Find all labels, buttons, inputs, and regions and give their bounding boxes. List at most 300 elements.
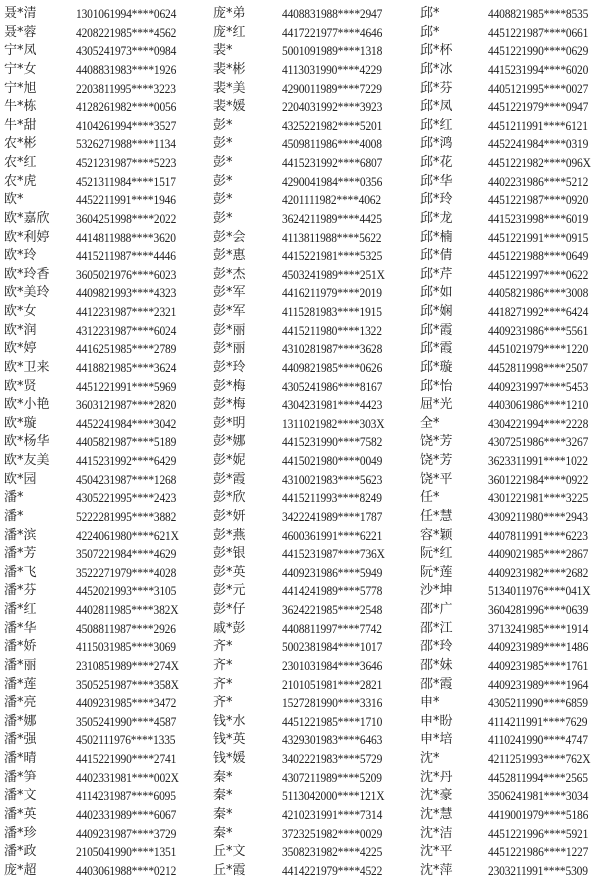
- table-row: [0, 135, 609, 154]
- person-name: 宁*凤: [4, 43, 37, 59]
- person-name: 戚*彭: [213, 620, 246, 636]
- id-number: 4305241986****8167: [282, 379, 383, 394]
- person-name: 邱*花: [420, 155, 453, 170]
- id-number: 4310281987****3628: [282, 342, 383, 357]
- person-name: 秦*: [213, 806, 233, 822]
- id-number: 4409821993****4323: [76, 286, 177, 301]
- table-row: [0, 564, 609, 583]
- id-number: 4412231987****2321: [76, 305, 177, 319]
- person-name: 潘*娜: [4, 713, 37, 729]
- id-number: 3506241981****3034: [488, 789, 589, 804]
- person-name: 齐*: [213, 639, 233, 655]
- table-row: [0, 284, 609, 303]
- id-number: 4521231987****5223: [76, 156, 177, 170]
- id-number: 4114231987****6095: [76, 789, 176, 804]
- id-number: 4402331981****002X: [76, 770, 179, 785]
- id-number: 4415211987****4446: [76, 249, 176, 264]
- id-number: 4211251993****762X: [488, 752, 591, 766]
- id-number: 4104261994****3527: [76, 118, 177, 133]
- person-name: 邱*冰: [420, 61, 453, 77]
- id-number: 2101051981****2821: [282, 677, 383, 692]
- id-number: 4301221981****3225: [488, 491, 589, 506]
- id-number: 4451221988****0649: [488, 249, 589, 264]
- table-row: [0, 694, 609, 713]
- person-name: 饶*芳: [420, 434, 453, 450]
- id-number: 4310021983****5623: [282, 472, 383, 487]
- id-number: 4309211980****2943: [488, 509, 588, 524]
- person-name: 沈*丹: [420, 769, 453, 785]
- person-name: 潘*红: [4, 602, 37, 617]
- id-number: 4409231997****5453: [488, 379, 589, 394]
- id-number: 3713241985****1914: [488, 621, 589, 636]
- person-name: 屈*光: [420, 397, 453, 413]
- id-number: 4451021979****1220: [488, 342, 589, 357]
- id-number: 3603121987****2820: [76, 398, 177, 413]
- id-number: 4452021993****3105: [76, 584, 177, 599]
- person-name: 宁*旭: [4, 80, 37, 96]
- id-number: 4416251985****2789: [76, 342, 177, 357]
- id-number: 4290011989****7229: [282, 81, 382, 96]
- person-name: 彭*娜: [213, 434, 246, 450]
- table-row: [0, 843, 609, 862]
- person-name: 邱*: [420, 24, 440, 40]
- person-name: 潘*芳: [4, 546, 37, 562]
- id-number: 4415231998****6019: [488, 211, 589, 226]
- id-number: 4408831983****1926: [76, 62, 177, 77]
- id-number: 4110241990****4747: [488, 733, 588, 748]
- id-number: 4452811998****2507: [488, 360, 588, 375]
- id-number: 4115281983****1915: [282, 305, 382, 319]
- person-name: 彭*丽: [213, 322, 246, 338]
- id-number: 4304231981****4423: [282, 398, 383, 413]
- table-row: [0, 731, 609, 750]
- person-name: 钱*媛: [213, 751, 246, 766]
- person-name: 欧*友美: [4, 453, 50, 468]
- table-row: [0, 638, 609, 657]
- person-name: 欧*利婷: [4, 229, 50, 245]
- person-name: 彭*元: [213, 583, 246, 599]
- id-number: 4451221986****1227: [488, 845, 589, 860]
- table-row: [0, 98, 609, 117]
- table-row: [0, 676, 609, 695]
- id-number: 4305221995****2423: [76, 491, 177, 506]
- id-number: 3522271979****4028: [76, 565, 177, 580]
- person-name: 潘*莲: [4, 676, 37, 692]
- person-name: 潘*笋: [4, 769, 37, 785]
- id-number: 4325221982****5201: [282, 118, 383, 133]
- table-row: [0, 452, 609, 471]
- person-name: 彭*会: [213, 229, 246, 245]
- table-row: [0, 433, 609, 452]
- person-name: 阮*红: [420, 546, 453, 562]
- person-name: 彭*: [213, 136, 233, 152]
- table-row: [0, 508, 609, 527]
- person-name: 欧*园: [4, 471, 37, 487]
- id-number: 4600361991****6221: [282, 528, 383, 543]
- person-name: 彭*梅: [213, 397, 246, 413]
- id-number: 4408821985****8535: [488, 7, 589, 21]
- person-name: 彭*: [213, 210, 233, 226]
- person-name: 庞*超: [4, 862, 37, 878]
- person-name: 彭*: [213, 192, 233, 208]
- id-number: 4409231989****1486: [488, 640, 589, 655]
- id-number: 4307251986****3267: [488, 435, 589, 450]
- id-number: 4503241989****251X: [282, 267, 385, 282]
- table-row: [0, 229, 609, 248]
- id-number: 4415231992****6807: [282, 156, 383, 170]
- id-number: 4402231986****5212: [488, 174, 589, 189]
- id-number: 4414221979****4522: [282, 863, 383, 878]
- table-row: [0, 545, 609, 564]
- person-name: 聂*清: [4, 6, 37, 21]
- person-name: 任*慧: [420, 508, 453, 524]
- id-number: 3623311991****1022: [488, 454, 588, 468]
- person-name: 欧*婷: [4, 341, 37, 357]
- id-number: 5113042000****121X: [282, 789, 385, 804]
- person-name: 彭*: [213, 155, 233, 170]
- table-row: [0, 620, 609, 639]
- person-name: 农*红: [4, 155, 37, 170]
- id-number: 4419001979****5186: [488, 807, 589, 822]
- table-row: [0, 601, 609, 620]
- id-number: 4521311984****1517: [76, 174, 176, 189]
- person-name: 欧*杨华: [4, 434, 50, 450]
- id-number: 3505251987****358X: [76, 677, 179, 692]
- person-name: 彭*惠: [213, 248, 246, 264]
- person-name: 潘*芬: [4, 583, 37, 599]
- id-number: 4402811985****382X: [76, 603, 179, 617]
- person-name: 邱*怡: [420, 378, 453, 394]
- id-number: 2310851989****274X: [76, 658, 179, 673]
- id-number: 4113031990****4229: [282, 62, 382, 77]
- person-name: 钱*英: [213, 732, 246, 748]
- person-name: 潘*: [4, 508, 24, 524]
- person-name: 聂*蓉: [4, 24, 37, 40]
- table-row: [0, 173, 609, 192]
- table-row: [0, 80, 609, 99]
- table-row: [0, 5, 609, 24]
- person-name: 申*盼: [420, 713, 453, 729]
- id-number: 4502111976****1335: [76, 733, 176, 748]
- person-name: 邱*鸿: [420, 136, 453, 152]
- person-name: 钱*水: [213, 713, 246, 729]
- id-number: 4114211991****7629: [488, 714, 588, 729]
- person-name: 全*: [420, 415, 440, 431]
- table-row: [0, 713, 609, 732]
- id-number: 4329301983****6463: [282, 733, 383, 748]
- table-row: [0, 154, 609, 173]
- person-name: 沈*豪: [420, 788, 453, 804]
- id-number: 4415231994****6020: [488, 62, 589, 77]
- id-number: 4418271992****6424: [488, 305, 589, 319]
- id-number: 4312231987****6024: [76, 323, 177, 338]
- person-name: 齐*: [213, 676, 233, 692]
- table-row: [0, 24, 609, 43]
- person-name: 裴*: [213, 43, 233, 59]
- id-number: 4451221979****0947: [488, 100, 589, 115]
- id-number: 4415231990****7582: [282, 435, 383, 450]
- person-name: 沙*坤: [420, 583, 453, 599]
- person-name: 邱*霞: [420, 341, 453, 357]
- id-number: 4415211993****8249: [282, 491, 382, 506]
- person-name: 邱*楠: [420, 229, 453, 245]
- person-name: 沈*萍: [420, 862, 453, 878]
- id-number: 2303211991****5309: [488, 863, 588, 878]
- person-name: 邵*妹: [420, 657, 453, 673]
- id-number: 3601221984****0922: [488, 472, 589, 487]
- id-number: 4402331989****6067: [76, 807, 177, 822]
- id-number: 4290041984****0356: [282, 174, 383, 189]
- id-number: 4418821985****3624: [76, 360, 177, 375]
- id-number: 1301061994****0624: [76, 7, 177, 21]
- person-name: 彭*银: [213, 546, 246, 562]
- person-name: 邱*玲: [420, 192, 453, 208]
- table-row: [0, 61, 609, 80]
- id-number: 4307211989****5209: [282, 770, 382, 785]
- table-row: [0, 787, 609, 806]
- table-row: [0, 769, 609, 788]
- person-name: 彭*军: [213, 304, 246, 319]
- person-name: 邵*广: [420, 602, 453, 617]
- id-number: 4409231982****2682: [488, 565, 589, 580]
- id-number: 4403061986****1210: [488, 398, 589, 413]
- id-number: 4509811986****4008: [282, 137, 382, 152]
- person-name: 邱*璇: [420, 359, 453, 375]
- person-name: 潘*飞: [4, 564, 37, 580]
- person-name: 申*培: [420, 732, 453, 748]
- person-name: 裴*美: [213, 80, 246, 96]
- person-name: 彭*杰: [213, 266, 246, 282]
- table-row: [0, 247, 609, 266]
- person-name: 邱*杯: [420, 43, 453, 59]
- person-name: 彭*梅: [213, 378, 246, 394]
- id-number: 4452811994****2565: [488, 770, 588, 785]
- table-row: [0, 266, 609, 285]
- person-name: 邱*: [420, 6, 440, 21]
- person-name: 牛*甜: [4, 117, 37, 133]
- person-name: 秦*: [213, 825, 233, 841]
- table-row: [0, 415, 609, 434]
- table-row: [0, 191, 609, 210]
- id-number: 4409821985****0626: [282, 360, 383, 375]
- person-name: 邱*龙: [420, 210, 453, 226]
- person-name: 彭*霞: [213, 471, 246, 487]
- person-name: 欧*小艳: [4, 397, 50, 413]
- id-number: 3508231982****4225: [282, 845, 383, 860]
- id-number: 4409021985****2867: [488, 547, 589, 562]
- table-row: [0, 825, 609, 844]
- person-name: 沈*洁: [420, 825, 453, 841]
- person-name: 丘*文: [213, 844, 246, 860]
- table-row: [0, 582, 609, 601]
- id-number: 4452241984****0319: [488, 137, 589, 152]
- person-name: 彭*欣: [213, 490, 246, 506]
- table-row: [0, 862, 609, 881]
- person-name: 潘*亮: [4, 695, 37, 711]
- person-name: 潘*华: [4, 620, 37, 636]
- id-number: 4409231986****5949: [282, 565, 383, 580]
- id-number: 4210231991****7314: [282, 807, 383, 822]
- id-number: 4415231987****736X: [282, 547, 385, 562]
- id-number: 4408831988****2947: [282, 7, 383, 21]
- person-name: 邵*江: [420, 620, 453, 636]
- person-name: 邱*倩: [420, 248, 453, 264]
- person-name: 欧*润: [4, 322, 37, 338]
- id-number: 5222281995****3882: [76, 509, 177, 524]
- person-name: 欧*贤: [4, 378, 37, 394]
- person-name: 邱*凤: [420, 99, 453, 115]
- id-number: 1527281990****3316: [282, 696, 383, 711]
- id-number: 5002381984****1017: [282, 640, 383, 655]
- id-number: 4415021980****0049: [282, 454, 383, 468]
- id-number: 4451221990****0629: [488, 44, 589, 59]
- id-number: 4451221997****0622: [488, 267, 589, 282]
- id-number: 3624211989****4425: [282, 211, 382, 226]
- person-name: 彭*: [213, 117, 233, 133]
- id-number: 4508811987****2926: [76, 621, 176, 636]
- person-name: 裴*媛: [213, 99, 246, 115]
- id-number: 4504231987****1268: [76, 472, 177, 487]
- id-number: 4451221996****5921: [488, 826, 589, 841]
- id-number: 4403061988****0212: [76, 863, 177, 878]
- id-number: 4305211990****6859: [488, 696, 588, 711]
- person-name: 阮*莲: [420, 564, 453, 580]
- table-row: [0, 396, 609, 415]
- id-number: 4408811997****7742: [282, 621, 382, 636]
- id-number: 4405121995****0027: [488, 81, 589, 96]
- person-name: 欧*嘉欣: [4, 210, 50, 226]
- person-name: 欧*玲: [4, 248, 37, 264]
- id-number: 4409231986****5561: [488, 323, 589, 338]
- person-name: 欧*女: [4, 304, 37, 319]
- person-name: 潘*珍: [4, 825, 37, 841]
- table-row: [0, 117, 609, 136]
- person-name: 邵*霞: [420, 676, 453, 692]
- table-row: [0, 303, 609, 322]
- person-name: 沈*平: [420, 844, 453, 860]
- person-name: 彭*军: [213, 285, 246, 301]
- person-name: 彭*丽: [213, 341, 246, 357]
- person-name: 彭*妍: [213, 508, 246, 524]
- table-row: [0, 489, 609, 508]
- person-name: 彭*仔: [213, 602, 246, 617]
- table-row: [0, 378, 609, 397]
- id-number: 4407811991****6223: [488, 528, 588, 543]
- person-name: 庞*弟: [213, 6, 246, 21]
- person-name: 彭*: [213, 173, 233, 189]
- id-number: 4451221991****5969: [76, 379, 177, 394]
- person-name: 邱*华: [420, 173, 453, 189]
- id-number: 4452211991****1946: [76, 193, 176, 208]
- person-name: 饶*芳: [420, 453, 453, 468]
- person-name: 潘*娇: [4, 639, 37, 655]
- person-name: 饶*平: [420, 471, 453, 487]
- id-number: 3624221985****2548: [282, 603, 383, 617]
- id-number: 3604251998****2022: [76, 211, 177, 226]
- id-number: 4451221985****1710: [282, 714, 383, 729]
- person-name: 邱*红: [420, 117, 453, 133]
- person-name: 彭*明: [213, 415, 246, 431]
- id-number: 4416211979****2019: [282, 286, 382, 301]
- id-number: 4409231989****1964: [488, 677, 589, 692]
- id-number: 4414811988****3620: [76, 230, 176, 245]
- person-name: 潘*政: [4, 844, 37, 860]
- person-name: 邵*玲: [420, 639, 453, 655]
- person-name: 农*虎: [4, 173, 37, 189]
- person-name: 齐*: [213, 695, 233, 711]
- id-number: 3723251982****0029: [282, 826, 383, 841]
- person-name: 潘*丽: [4, 657, 37, 673]
- id-number: 5326271988****1134: [76, 137, 176, 152]
- person-name: 邱*娴: [420, 304, 453, 319]
- id-number: 5001091989****1318: [282, 44, 383, 59]
- person-name: 彭*妮: [213, 453, 246, 468]
- person-name: 牛*栋: [4, 99, 37, 115]
- person-name: 齐*: [213, 657, 233, 673]
- id-number: 4417221977****4646: [282, 25, 383, 40]
- id-number: 3402221983****5729: [282, 752, 383, 766]
- id-number: 4451221987****0661: [488, 25, 589, 40]
- person-name: 容*颖: [420, 527, 453, 543]
- id-number: 4224061980****621X: [76, 528, 179, 543]
- person-name: 丘*霞: [213, 862, 246, 878]
- person-name: 欧*璇: [4, 415, 37, 431]
- table-row: [0, 340, 609, 359]
- person-name: 潘*晴: [4, 751, 37, 766]
- person-name: 欧*玲香: [4, 266, 50, 282]
- id-number: 4409231985****1761: [488, 658, 589, 673]
- person-name: 沈*慧: [420, 806, 453, 822]
- table-row: [0, 471, 609, 490]
- table-row: [0, 322, 609, 341]
- person-name: 邱*芹: [420, 266, 453, 282]
- person-name: 秦*: [213, 769, 233, 785]
- person-name: 邱*芬: [420, 80, 453, 96]
- id-number: 3605021976****6023: [76, 267, 177, 282]
- id-number: 4208221985****4562: [76, 25, 177, 40]
- id-number: 4405821987****5189: [76, 435, 177, 450]
- table-row: [0, 657, 609, 676]
- id-number: 4415211980****1322: [282, 323, 382, 338]
- person-name: 邱*如: [420, 285, 453, 301]
- id-number: 4451221982****096X: [488, 156, 591, 170]
- table-row: [0, 359, 609, 378]
- id-number: 1311021982****303X: [282, 416, 385, 431]
- person-name: 沈*: [420, 751, 440, 766]
- table-row: [0, 527, 609, 546]
- id-number: 4115031985****3069: [76, 640, 176, 655]
- table-row: [0, 210, 609, 229]
- name-id-list: [0, 5, 609, 880]
- id-number: 3505241990****4587: [76, 714, 177, 729]
- id-number: 4201111982****4062: [282, 193, 381, 208]
- table-row: [0, 806, 609, 825]
- id-number: 3507221984****4629: [76, 547, 177, 562]
- person-name: 农*彬: [4, 136, 37, 152]
- person-name: 彭*英: [213, 564, 246, 580]
- id-number: 4414241989****5778: [282, 584, 383, 599]
- id-number: 2204031992****3923: [282, 100, 383, 115]
- id-number: 4415231992****6429: [76, 454, 177, 468]
- person-name: 庞*红: [213, 24, 246, 40]
- id-number: 2203811995****3223: [76, 81, 176, 96]
- person-name: 裴*彬: [213, 61, 246, 77]
- id-number: 4305241973****0984: [76, 44, 177, 59]
- id-number: 4415221981****5325: [282, 249, 383, 264]
- id-number: 4405821986****3008: [488, 286, 589, 301]
- id-number: 4452241984****3042: [76, 416, 177, 431]
- id-number: 4451211991****6121: [488, 118, 588, 133]
